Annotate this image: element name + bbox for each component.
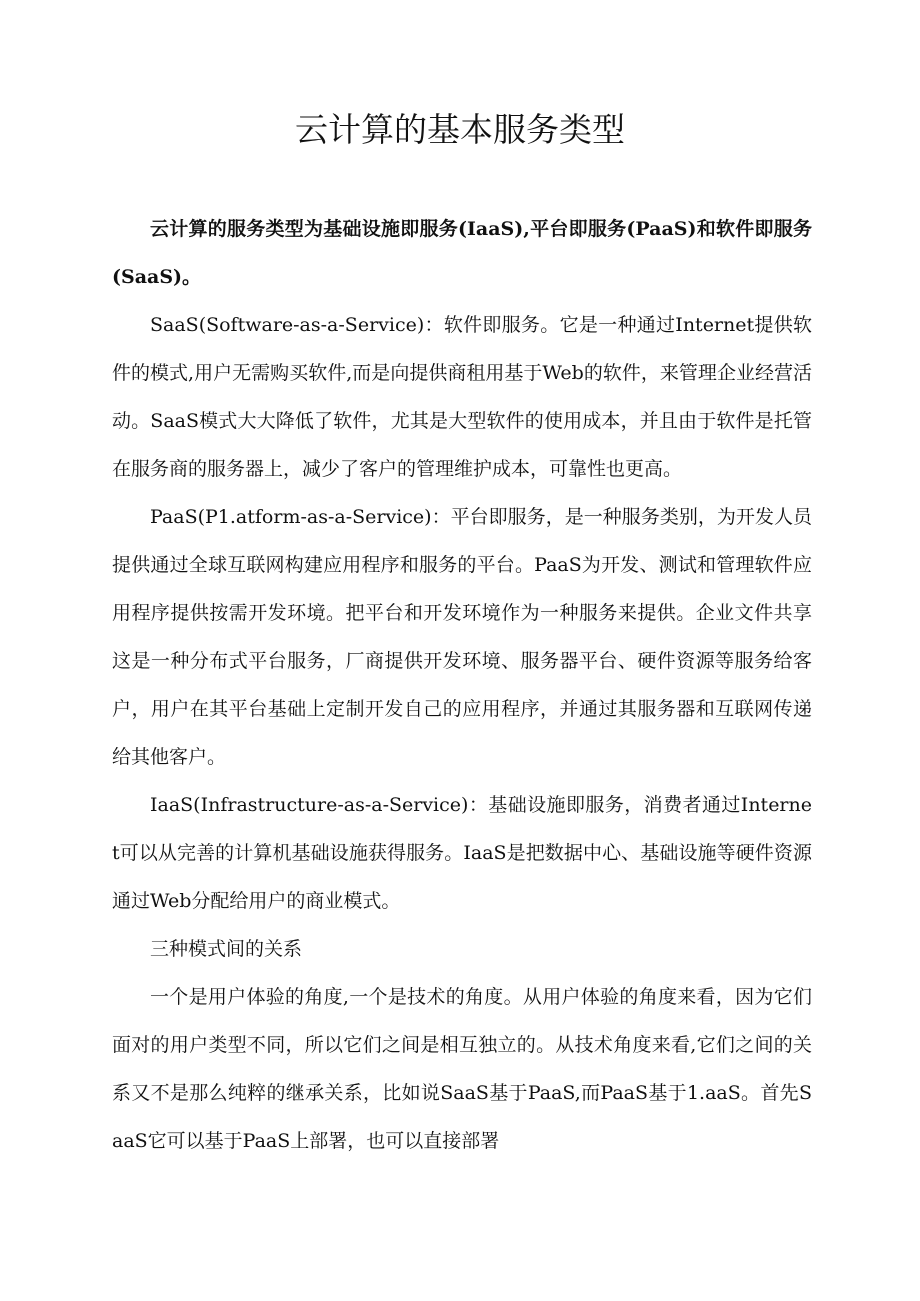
paragraph-iaas: IaaS(Infrastructure-as-a-Service)：基础设施即服务，消费者通过Internet可以从完善的计算机基础设施获得服务。IaaS是把数据中心、基础设施等硬件资源通过Web分配给用户的商业模式。: [112, 794, 812, 912]
paragraph-paas: PaaS(P1.atform-as-a-Service)：平台即服务，是一种服务类别，为开发人员提供通过全球互联网构建应用程序和服务的平台。PaaS为开发、测试和管理软件应用程序提供按需开发环境。把平台和开发环境作为一种服务来提供。企业文件共享这是一种分布式平台服务，厂商提供开发环境、服务器平台、硬件资源等服务给客户，用户在其平台基础上定制开发自己的应用程序，并通过其服务器和互联网传递给其他客户。: [112, 506, 812, 768]
document-body: [112, 205, 812, 1165]
paragraph-saas: SaaS(Software-as-a-Service)：软件即服务。它是一种通过Internet提供软件的模式,用户无需购买软件,而是向提供商租用基于Web的软件，来管理企业经营活动。SaaS模式大大降低了软件，尤其是大型软件的使用成本，并且由于软件是托管在服务商的服务器上，减少了客户的管理维护成本，可靠性也更高。: [112, 314, 812, 480]
paragraph-intro: 云计算的服务类型为基础设施即服务(IaaS),平台即服务(PaaS)和软件即服务(SaaS)。: [112, 218, 812, 288]
document-title: 云计算的基本服务类型: [295, 110, 625, 149]
paragraph-relation: 一个是用户体验的角度,一个是技术的角度。从用户体验的角度来看，因为它们面对的用户类型不同，所以它们之间是相互独立的。从技术角度来看,它们之间的关系又不是那么纯粹的继承关系，比如说SaaS基于PaaS,而PaaS基于1.aaS。首先SaaS它可以基于PaaS上部署，也可以直接部署: [112, 986, 812, 1152]
paragraph-relation-heading: 三种模式间的关系: [150, 938, 303, 960]
